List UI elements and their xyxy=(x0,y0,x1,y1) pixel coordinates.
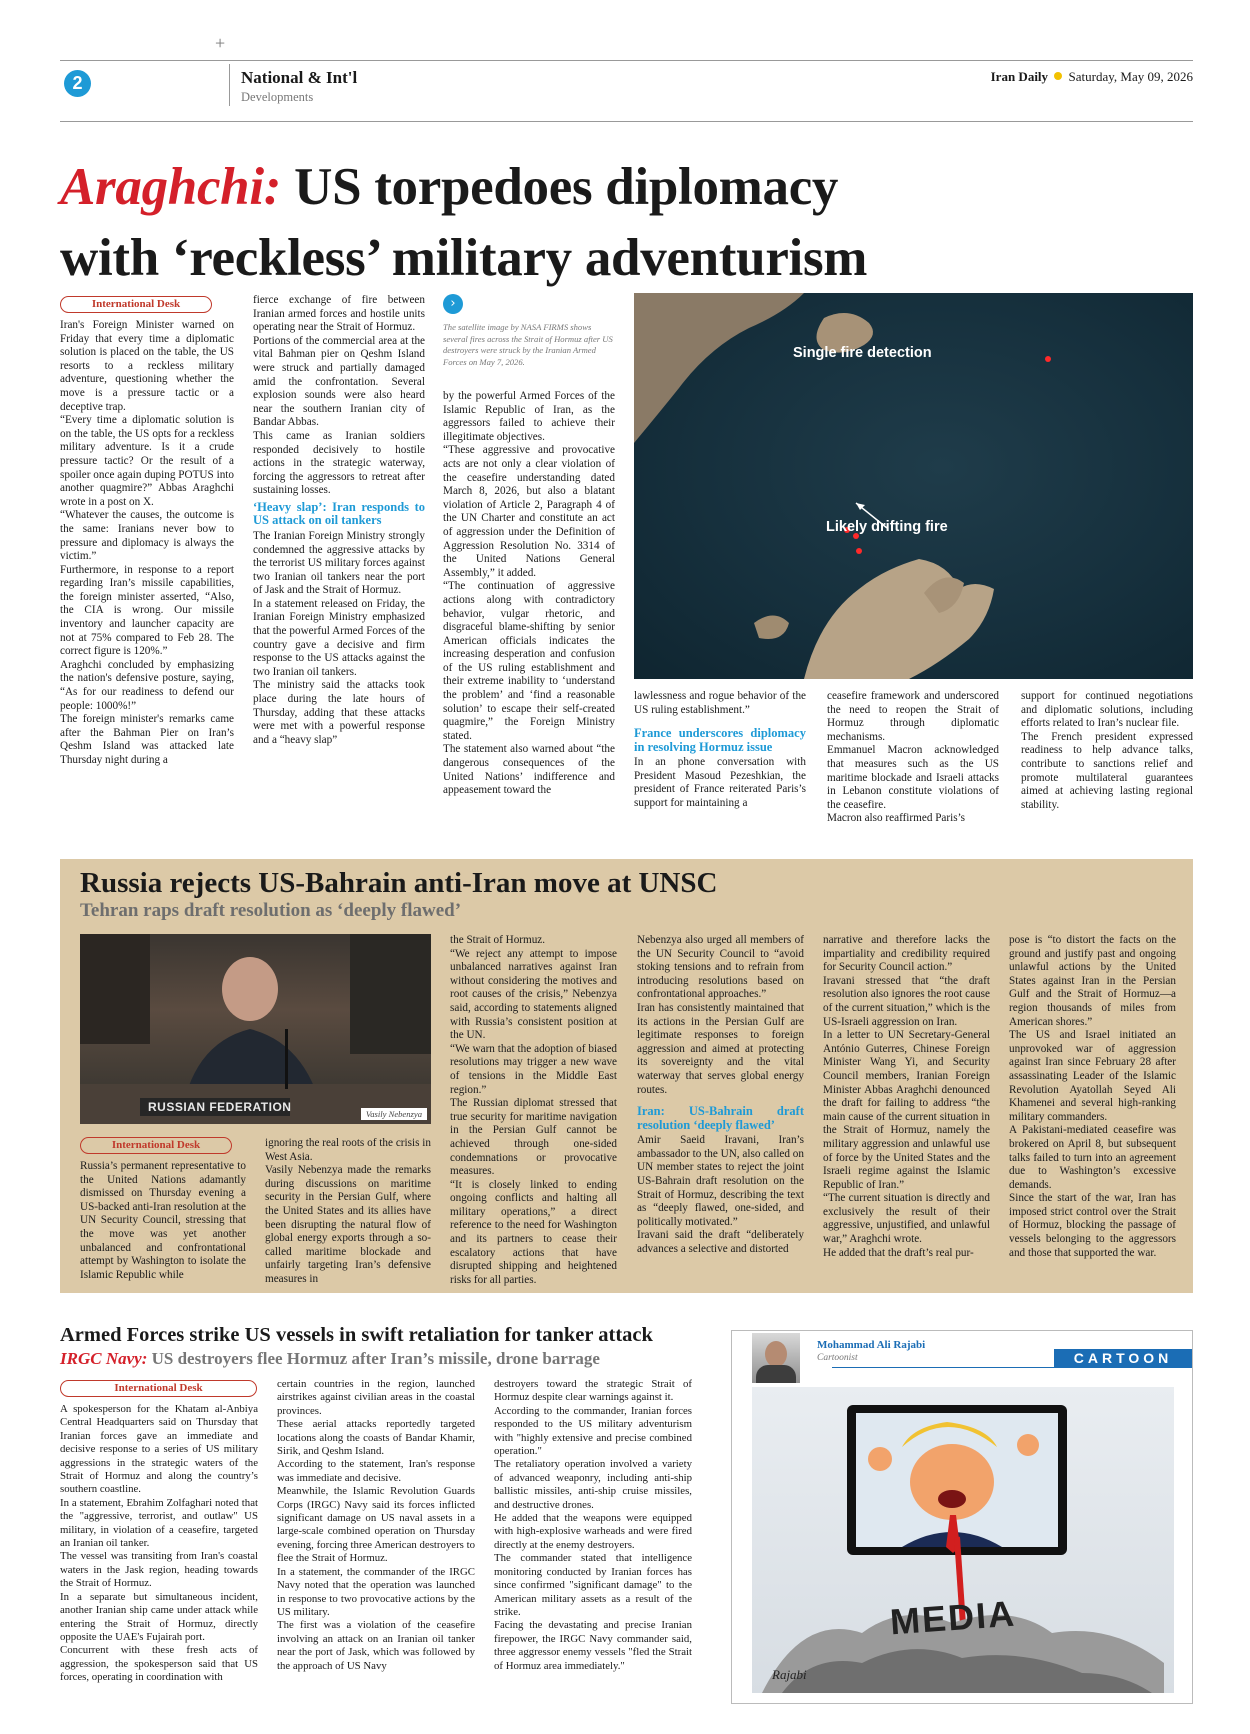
crop-mark: + xyxy=(215,33,226,53)
armed-headline: Armed Forces strike US vessels in swift retaliation for tanker attack xyxy=(60,1324,653,1346)
armed-subheadline xyxy=(60,1348,600,1369)
lead-column-4 xyxy=(634,690,806,811)
island-cluster xyxy=(804,559,994,679)
paper-name: Iran Daily xyxy=(990,69,1049,84)
header-bottom-rule xyxy=(60,121,1193,122)
russia-column-4 xyxy=(637,934,804,1256)
photo-credit: Vasily Nebenzya xyxy=(361,1108,427,1120)
paragraph: The first was a violation of the ceasefire involving an attack on an Iranian oil tanker near the port of Jask, which was followed by the approach of US Navy xyxy=(277,1619,475,1672)
subheading: Iran: US-Bahrain draft resolution ‘deeply flawed’ xyxy=(637,1104,804,1132)
media-wreck-text: MEDIA xyxy=(888,1592,1018,1643)
nameplate: RUSSIAN FEDERATION xyxy=(148,1100,292,1114)
russia-headline: Russia rejects US-Bahrain anti-Iran move at UNSC xyxy=(80,867,718,899)
russia-subheadline: Tehran raps draft resolution as ‘deeply flawed’ xyxy=(80,900,462,921)
paragraph: support for continued negotiations and diplomatic solutions, including efforts related to Iran’s nuclear file. xyxy=(1021,690,1193,730)
subheadline-accent: IRGC Navy: xyxy=(60,1349,148,1368)
russia-column-5 xyxy=(823,934,990,1260)
lead-column-5 xyxy=(827,690,999,826)
un-photo xyxy=(80,934,431,1124)
photo-caption: The satellite image by NASA FIRMS shows several fires across the Strait of Hormuz after US destroyers were struck by the Iranian Armed Forces on May 7, 2026. xyxy=(443,322,613,367)
paragraph: Concurrent with these fresh acts of aggression, the spokesperson said that US forces, operating in coordination with xyxy=(60,1644,258,1684)
paragraph: The US and Israel initiated an unprovoked war of aggression against Iran since February 28 after assassinating Leader of the Islamic Revolution Ayatollah Seyed Ali Khamenei and several high-ranking military commanders. xyxy=(1009,1029,1176,1123)
paragraph: Meanwhile, the Islamic Revolution Guards Corps (IRGC) Navy said its forces inflicted significant damage on US naval assets in a large-scale combined operation on Thursday evening, forcing three American destroyers to flee the Strait of Hormuz. xyxy=(277,1485,475,1565)
paragraph: “It is closely linked to ending ongoing conflicts and halting all military operations,” a direct reference to the need for Washington and its partners to cease their escalatory actions that have disrupted shipping and heightened risks for all parties. xyxy=(450,1178,617,1286)
cartoon-label-bar xyxy=(1054,1349,1192,1367)
paragraph: Araghchi concluded by emphasizing the nation's defensive posture, saying, “As for our readiness to defend our people: 1000%!” xyxy=(60,658,234,712)
paragraph: Iran has consistently maintained that its actions in the Persian Gulf are legitimate responses to foreign aggression and aimed at protecting its sovereignty and the vital waterway that serves global energy routes. xyxy=(637,1001,804,1096)
paragraph: pose is “to distort the facts on the ground and justify past and ongoing unlawful actions by the United States against Iran in the Persian Gulf and the Strait of Hormuz—a region thousands of miles from American shores.” xyxy=(1009,934,1176,1028)
lead-column-1 xyxy=(60,296,234,768)
subheading: France underscores diplomacy in resolving Hormuz issue xyxy=(634,726,806,754)
paragraph: These aerial attacks reportedly targeted locations along the coasts of Bandar Khamir, Sirik, and Qeshm Island. xyxy=(277,1418,475,1458)
paragraph: In a separate but simultaneous incident, another Iranian ship came under attack while entering the Strait of Hormuz, directly opposite the UAE's Fujairah port. xyxy=(60,1590,258,1643)
paragraph: Macron also reaffirmed Paris’s xyxy=(827,812,966,825)
paragraph: The retaliatory operation involved a variety of advanced weaponry, including anti-ship ballistic missiles, anti-ship cruise missiles, and destructive drones. xyxy=(494,1458,692,1511)
background-figure xyxy=(80,934,150,1044)
cartoon-label-underline xyxy=(832,1367,1192,1368)
paragraph: “We warn that the adoption of biased resolutions may trigger a new wave of tensions in the Middle East region.” xyxy=(450,1042,617,1096)
paragraph: According to the commander, Iranian forces responded to the US military adventurism with "highly extensive and precise combined operation." xyxy=(494,1404,692,1458)
paragraph: “The current situation is directly and exclusively the result of their aggressive, unjustified, and unlawful war,” Araghchi wrote. xyxy=(823,1192,990,1246)
paragraph: Amir Saeid Iravani, Iran’s ambassador to the UN, also called on UN member states to reject the joint US-Bahrain draft resolution on the Strait of Hormuz, describing the text as “deeply flawed, one-sided, and politically motivated.” xyxy=(637,1134,804,1228)
paragraph: the Strait of Hormuz. xyxy=(450,934,546,946)
face xyxy=(910,1444,994,1520)
artist-signature: Rajabi xyxy=(772,1667,807,1682)
page-number: 2 xyxy=(72,73,83,93)
paragraph: Iravani said the draft “deliberately advances a selective and distorted xyxy=(637,1229,804,1255)
russia-column-2 xyxy=(265,1137,431,1287)
paragraph: Russia’s permanent representative to the United Nations adamantly dismissed on Thursday evening a US-backed anti-Iran resolution at the UN Security Council, stressing that the move was yet another unbalanced and confrontational attempt by Washington to isolate the Islamic Republic while xyxy=(80,1160,246,1281)
map-label-drifting: Likely drifting fire xyxy=(826,519,948,535)
lead-column-3 xyxy=(443,390,615,798)
coastline xyxy=(634,293,804,443)
cartoonist-avatar xyxy=(752,1333,800,1383)
paragraph: He added that the weapons were equipped with high-explosive warheads and were fired directly at the enemy destroyers. xyxy=(494,1512,692,1551)
paragraph: A Pakistani-mediated ceasefire was brokered on April 8, but subsequent talks failed to turn into an agreement due to Washington’s excessive demands. xyxy=(1009,1124,1176,1191)
subsection-name: Developments xyxy=(241,90,314,104)
avatar-shoulders xyxy=(756,1365,796,1383)
headline-part-1: US torpedoes diplomacy xyxy=(281,158,839,216)
russia-column-3 xyxy=(450,934,617,1287)
avatar-face xyxy=(765,1341,787,1367)
paragraph: Iravani stressed that “the draft resolution also ignores the root cause of the current situation,” which is the US-Israeli aggression on Iran. xyxy=(823,974,990,1028)
fist-left xyxy=(868,1447,892,1471)
lead-headline xyxy=(60,152,1193,294)
paragraph: The French president expressed readiness to help advance talks, contribute to sanctions relief and promote multilateral guarantees aimed at achieving lasting regional stability. xyxy=(1021,730,1193,811)
subheadline-rest: US destroyers flee Hormuz after Iran’s missile, drone barrage xyxy=(147,1349,600,1368)
paragraph: Facing the devastating and precise Iranian firepower, the IRGC Navy commander said, three aggressor enemy vessels "fled the Strait of Hormuz area immediately." xyxy=(494,1619,692,1672)
caption-arrow-icon: › xyxy=(443,294,463,314)
paragraph: “The continuation of aggressive actions along with contradictory behavior, vulgar rhetoric, and disgraceful blame-shifting by senior American officials indicates the increasing desperation and confusion of the US ruling establishment and their extreme inability to ‘understand the problem’ and ‘find a reasonable solution’ to escape their self-created quagmire,” the Foreign Ministry stated. xyxy=(443,580,615,742)
island-small xyxy=(754,616,789,640)
paragraph: In a letter to UN Secretary-General António Guterres, Chinese Foreign Minister Wang Yi, and Security Council members, Iranian Foreign Minister Abbas Araghchi denounced the draft for failing to address “the main cause of the current situation in the Strait of Hormuz, namely the military aggression and unlawful use of force by the United States and the Israeli regime against the Islamic Republic of Iran.” xyxy=(823,1029,990,1191)
paragraph: The commander stated that intelligence monitoring conducted by Iranian forces has since confirmed "significant damage" to the American military assets as a result of the strike. xyxy=(494,1552,692,1618)
paragraph: “We reject any attempt to impose unbalanced narratives against Iran without considering the motives and root causes of the crisis,” Nebenzya said, according to statements aligned with Russia’s consistent position at the UN. xyxy=(450,947,617,1042)
paragraph: In a statement released on Friday, the Iranian Foreign Ministry emphasized that the powerful Armed Forces of the country gave a decisive and firm response to the US attacks against the two Iranian oil tankers. xyxy=(253,597,425,678)
cartoon-label: CARTOON xyxy=(1073,1350,1173,1366)
paragraph: The foreign minister's remarks came after the Bahman Pier on Iran’s Qeshm Island was attacked late Thursday night during a xyxy=(60,713,234,766)
armed-column-2 xyxy=(277,1378,475,1673)
paragraph: by the powerful Armed Forces of the Islamic Republic of Iran, as the aggressors failed to achieve their illegitimate objectives. xyxy=(443,390,615,443)
mouth xyxy=(938,1490,966,1508)
desk-badge: International Desk xyxy=(80,1137,232,1154)
paragraph: ceasefire framework and underscored the need to reopen the Strait of Hormuz through diplomatic mechanisms. xyxy=(827,690,999,743)
speaker-head xyxy=(222,957,278,1021)
cartoon-drawing xyxy=(752,1387,1174,1693)
paragraph: fierce exchange of fire between Iranian armed forces and hostile units operating near the Strait of Hormuz. xyxy=(253,294,425,334)
microphone xyxy=(285,1029,288,1089)
paragraph: He added that the draft’s real pur- xyxy=(823,1246,974,1259)
cartoonist-name: Mohammad Ali Rajabi xyxy=(817,1339,926,1351)
paragraph: The Iranian Foreign Ministry strongly condemned the aggressive attacks by the terrorist US military forces against two Iranian oil tankers near the port of Jask and the Strait of Hormuz. xyxy=(253,529,425,597)
lead-column-6 xyxy=(1021,690,1193,812)
paragraph: The statement also warned about “the dangerous consequences of the United Nations’ indifference and appeasement toward the xyxy=(443,743,615,797)
fist-right xyxy=(1017,1434,1039,1456)
paragraph: This came as Iranian soldiers responded decisively to hostile actions in the strategic waterway, forcing the aggressors to retreat after sustaining losses. xyxy=(253,429,425,497)
paragraph: Emmanuel Macron acknowledged that measures such as the US maritime blockade and Israeli attacks in Lebanon constitute violations of the ceasefire. xyxy=(827,744,999,811)
cartoon-svg xyxy=(752,1387,1174,1693)
paragraph: Nebenzya also urged all members of the UN Security Council to “avoid stoking tensions and to refrain from introducing resolutions based on confrontational approaches.” xyxy=(637,934,804,1001)
lead-column-2 xyxy=(253,294,425,747)
russia-column-1 xyxy=(80,1137,246,1282)
section-name: National & Int'l xyxy=(241,68,358,87)
paragraph: certain countries in the region, launched airstrikes against civilian areas in the coastal provinces. xyxy=(277,1378,475,1417)
paragraph: In a statement, the commander of the IRGC Navy noted that the operation was launched in response to two provocative actions by the US military. xyxy=(277,1565,475,1618)
fire-dot xyxy=(1045,356,1051,362)
header-divider xyxy=(229,64,230,106)
russia-column-6 xyxy=(1009,934,1176,1260)
un-photo-svg xyxy=(80,934,431,1124)
paragraph: Portions of the commercial area at the vital Bahman pier on Qeshm Island were struck and partially damaged amid the confrontation. Several explosion sounds were also heard near the southern Iranian city of Bandar Abbas. xyxy=(253,334,425,429)
desk-badge: International Desk xyxy=(60,296,212,313)
armed-column-3 xyxy=(494,1378,692,1673)
headline-line-1 xyxy=(60,152,1193,223)
headline-line-2: with ‘reckless’ military adventurism xyxy=(60,229,868,287)
header-top-rule xyxy=(60,60,1193,61)
issue-date: Saturday, May 09, 2026 xyxy=(1068,69,1193,84)
subheading: ‘Heavy slap’: Iran responds to US attack on oil tankers xyxy=(253,499,425,528)
paragraph: lawlessness and rogue behavior of the US ruling establishment.” xyxy=(634,690,806,716)
satellite-image xyxy=(634,293,1193,679)
paragraph: The vessel was transiting from Iran's coastal waters in the Jask region, heading towards the Strait of Hormuz. xyxy=(60,1550,258,1590)
dot-icon xyxy=(1054,72,1062,80)
cartoon-box xyxy=(731,1330,1193,1704)
paragraph: narrative and therefore lacks the impartiality and credibility required for Security Council action.” xyxy=(823,934,990,974)
paragraph: Iran's Foreign Minister warned on Friday that every time a diplomatic solution is placed on the table, the US resorts to a reckless military adventure, questioning whether the move is a pressure tactic or a deceptive trap. xyxy=(60,319,234,413)
paragraph: In an phone conversation with President Masoud Pezeshkian, the president of France reiterated Paris’s support for maintaining a xyxy=(634,756,806,809)
fire-dot xyxy=(856,548,862,554)
paragraph: destroyers toward the strategic Strait of Hormuz despite clear warnings against it. xyxy=(494,1378,692,1404)
paragraph: Vasily Nebenzya made the remarks during discussions on maritime security in the Persian Gulf, where the United States and its allies have been disrupting the natural flow of global energy exports through a so-called maritime blockade and unfairly targeting Iran’s defensive measures in xyxy=(265,1164,431,1285)
paragraph: The ministry said the attacks took place during the late hours of Thursday, adding that these attacks were met with a powerful response and a “heavy slap” xyxy=(253,679,425,746)
paragraph: “These aggressive and provocative acts are not only a clear violation of the ceasefire understanding dated March 8, 2026, but also a blatant violation of Article 2, Paragraph 4 of the UN Charter and constitute an act of aggression under the Definition of Aggression Resolution No. 3314 of the United Nations General Assembly,” it added. xyxy=(443,444,615,579)
paragraph: Furthermore, in response to a report regarding Iran’s missile capabilities, the foreign minister asserted, “Also, the CIA is wrong. Our missile inventory and launcher capacity are not at 75% compared to Feb 28. The correct figure is 120%.” xyxy=(60,563,234,658)
cartoonist-role: Cartoonist xyxy=(817,1353,858,1363)
paragraph: In a statement, Ebrahim Zolfaghari noted that the "aggressive, terrorist, and outlaw" US military, in violation of a ceasefire, targeted an Iranian oil tanker. xyxy=(60,1496,258,1550)
masthead xyxy=(991,69,1193,85)
paragraph: A spokesperson for the Khatam al-Anbiya Central Headquarters said on Thursday that Iranian forces gave an immediate and decisive response to a series of US military aggressions in the strategic waters of the Strait of Hormuz and along the country’s southern coastline. xyxy=(60,1403,258,1496)
armed-column-1 xyxy=(60,1380,258,1685)
paragraph: Since the start of the war, Iran has imposed strict control over the Strait of Hormuz, blocking the passage of vessels belonging to the aggressors and those that supported the war. xyxy=(1009,1192,1176,1259)
map-label-single: Single fire detection xyxy=(793,345,932,361)
background-figure xyxy=(350,934,431,1054)
headline-accent: Araghchi: xyxy=(60,158,282,216)
paragraph: ignoring the real roots of the crisis in West Asia. xyxy=(265,1137,431,1163)
paragraph: “Whatever the causes, the outcome is the same: Iranians never bow to pressure and diplomacy is always the victim.” xyxy=(60,509,234,563)
paragraph: According to the statement, Iran's response was immediate and decisive. xyxy=(277,1458,475,1484)
page-number-badge xyxy=(64,70,91,97)
paragraph: “Every time a diplomatic solution is on the table, the US opts for a reckless military adventure. Is it a crude pressure tactic? Or the result of a spoiler once again duping POTUS into another quagmire?” Abbas Araghchi wrote in a post on X. xyxy=(60,414,234,508)
desk-badge: International Desk xyxy=(60,1380,257,1397)
paragraph: The Russian diplomat stressed that true security for maritime navigation in the Persian Gulf cannot be achieved through one-sided condemnations or provocative measures. xyxy=(450,1097,617,1178)
